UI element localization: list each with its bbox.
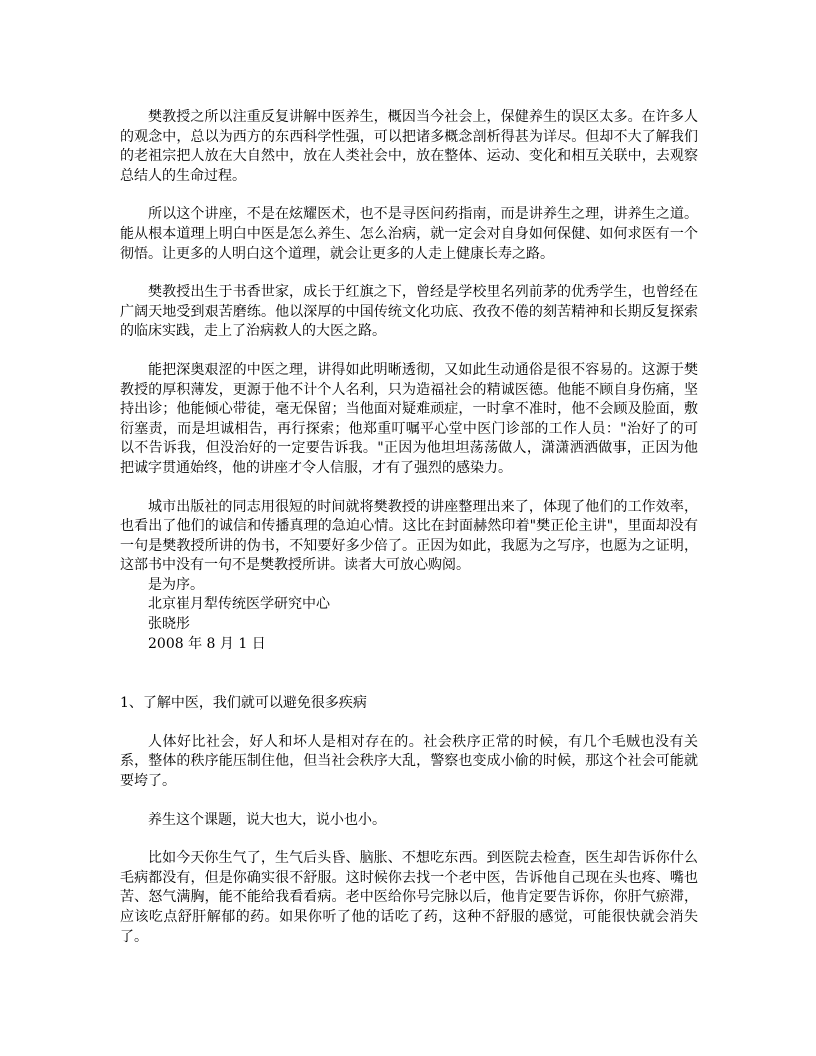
section-heading: 1、了解中医，我们就可以避免很多疾病: [120, 695, 367, 712]
document-page: [120, 108, 698, 947]
preface-paragraph-1: 樊教授之所以注重反复讲解中医养生，概因当今社会上，保健养生的误区太多。在许多人的观念中，总以为西方的东西科学性强，可以把诸多概念剖析得甚为详尽。但却不大了解我们的老祖宗把人放在大自然中，放在人类社会中，放在整体、运动、变化和相互关联中，去观察总结人的生命过程。: [120, 109, 698, 184]
preface-closing: 是为序。: [148, 576, 204, 593]
section-paragraph-2: 养生这个课题，说大也大，说小也小。: [148, 811, 386, 828]
preface-organization: 北京崔月犁传统医学研究中心: [148, 596, 330, 613]
preface-paragraph-3: 樊教授出生于书香世家，成长于红旗之下，曾经是学校里名列前茅的优秀学生，也曾经在广阔天地受到艰苦磨练。他以深厚的中国传统文化功底、孜孜不倦的刻苦精神和长期反复探索的临床实践，走上了治病救人的大医之路。: [120, 284, 698, 340]
preface-paragraph-4: 能把深奥艰涩的中医之理，讲得如此明晰透彻，又如此生动通俗是很不容易的。这源于樊教授的厚积薄发，更源于他不计个人名利，只为造福社会的精诚医德。他能不顾自身伤痛，坚持出诊；他能倾心带徒，毫无保留；当他面对疑难顽症，一时拿不准时，他不会顾及脸面，敷衍塞责，而是坦诚相告，再行探索；他郑重叮嘱平心堂中医门诊部的工作人员："治好了的可以不告诉我，但没治好的一定要告诉我。"正因为他坦坦荡荡做人，潇潇洒洒做事，正因为他把诚字贯通始终，他的讲座才令人信服，才有了强烈的感染力。: [120, 361, 698, 476]
preface-author: 张晓彤: [148, 616, 190, 633]
preface-paragraph-2: 所以这个讲座，不是在炫耀医术，也不是寻医问药指南，而是讲养生之理，讲养生之道。能从根本道理上明白中医是怎么养生、怎么治病，就一定会对自身如何保健、如何求医有一个彻悟。让更多的人明白这个道理，就会让更多的人走上健康长寿之路。: [120, 206, 698, 262]
section-paragraph-1: 人体好比社会，好人和坏人是相对存在的。社会秩序正常的时候，有几个毛贼也没有关系，整体的秩序能压制住他，但当社会秩序大乱，警察也变成小偷的时候，那这个社会可能就要垮了。: [120, 733, 698, 790]
preface-date: 2008 年 8 月 1 日: [148, 635, 266, 652]
section-paragraph-3: 比如今天你生气了，生气后头昏、脑胀、不想吃东西。到医院去检查，医生却告诉你什么毛病都没有，但是你确实很不舒服。这时候你去找一个老中医，告诉他自己现在头也疼、嘴也苦、怒气满胸，能不能给我看看病。老中医给你号完脉以后，他肯定要告诉你，你肝气瘀滞，应该吃点舒肝解郁的药。如果你听了他的话吃了药，这种不舒服的感觉，可能很快就会消失了。: [120, 850, 698, 945]
preface-paragraph-5: 城市出版社的同志用很短的时间就将樊教授的讲座整理出来了，体现了他们的工作效率，也看出了他们的诚信和传播真理的急迫心情。这比在封面赫然印着"樊正伦主讲"，里面却没有一句是樊教授所讲的伪书，不知要好多少倍了。正因为如此，我愿为之写序，也愿为之证明，这部书中没有一句不是樊教授所讲。读者大可放心购阅。: [120, 498, 698, 574]
